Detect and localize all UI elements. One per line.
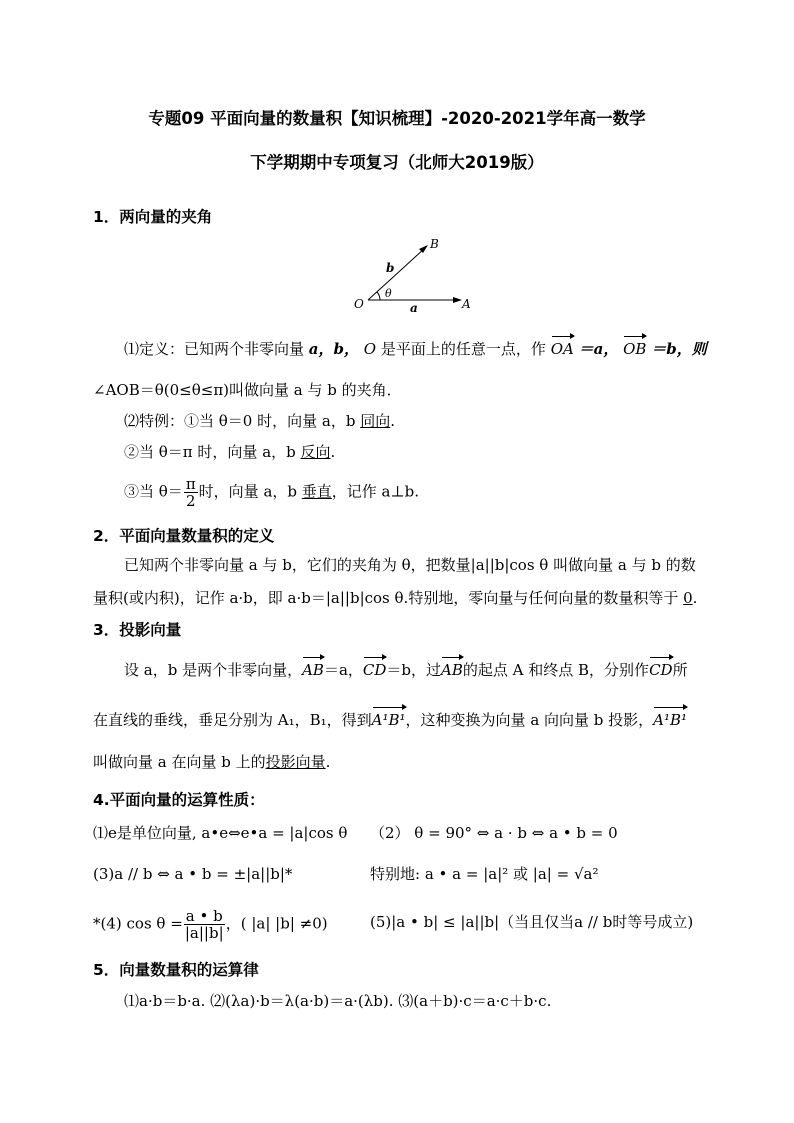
- special-case-3-text: ③当 θ＝: [124, 482, 183, 501]
- def-eq-b: ＝b，则: [651, 340, 707, 358]
- fraction-denominator: 2: [185, 492, 196, 510]
- proj-text-6: 在直线的垂线，垂足分别为 A₁，B₁，得到: [93, 711, 372, 729]
- section-heading-5: 5．向量数量积的运算律: [93, 961, 259, 979]
- vector-ob-symbol: OB: [623, 340, 647, 358]
- special-case-2: ②当 θ＝π 时，向量 a，b 反向.: [124, 443, 336, 461]
- property-3: (3)a // b ⇔ a • b = ±|a||b|*: [93, 865, 293, 883]
- proj-text-8: 叫做向量 a 在向量 b 上的: [93, 753, 266, 771]
- def-text-2: 是平面上的任意一点，作: [380, 340, 546, 358]
- property-2: （2） θ = 90° ⇔ a · b ⇔ a • b = 0: [370, 824, 618, 842]
- special-case-1-key: 同向: [360, 412, 391, 430]
- vector-cd-symbol-2: CD: [649, 661, 673, 679]
- property-3-special: 特别地: a • a = |a|² 或 |a| = √a²: [370, 865, 599, 883]
- projection-line2: [93, 710, 687, 730]
- vector-oa-arrowhead: [453, 297, 462, 303]
- label-A: A: [462, 297, 471, 311]
- proj-text-4: 的起点 A 和终点 B，分别作: [462, 661, 650, 679]
- label-B: B: [430, 237, 439, 251]
- cos-formula-condition: ，( |a| |b| ≠0): [225, 914, 328, 933]
- proj-text-3: ＝b，过: [386, 661, 442, 679]
- section-heading-4: 4.平面向量的运算性质：: [93, 791, 265, 809]
- angle-arc: [377, 292, 380, 300]
- vector-oa-symbol: OA: [550, 340, 574, 358]
- special-case-3-key: 垂直: [301, 482, 332, 501]
- def-text-1: ⑴定义：已知两个非零向量: [124, 340, 305, 358]
- vector-ab-symbol: AB: [302, 661, 324, 679]
- dot-def-end: .: [692, 589, 698, 607]
- label-O: O: [354, 297, 364, 311]
- def-eq-a: ＝a，: [578, 340, 619, 358]
- section-heading-1: 1．两向量的夹角: [93, 208, 213, 226]
- operation-laws: ⑴a·b＝b·a. ⑵(λa)·b＝λ(a·b)＝a·(λb). ⑶(a＋b)·c＝a·c＋b·c.: [124, 992, 552, 1010]
- dot-def-text: 量积(或内积)，记作 a·b，即 a·b＝|a||b|cos θ.特别地，零向量与任何向量的数量积等于: [93, 589, 684, 607]
- property-5: (5)|a • b| ≤ |a||b|（当且仅当a // b时等号成立): [370, 913, 694, 931]
- property-1: ⑴e是单位向量, a•e⇔e•a = |a|cos θ: [93, 824, 348, 842]
- section-heading-3: 3．投影向量: [93, 621, 182, 639]
- label-b: b: [386, 261, 395, 275]
- special-case-2-text: ②当 θ＝π 时，向量 a，b: [124, 443, 301, 461]
- special-case-3: [124, 476, 419, 509]
- special-case-3-end: ，记作 a⊥b.: [331, 482, 419, 501]
- vector-ob-line: [368, 248, 425, 300]
- proj-text-5: 所: [672, 661, 688, 679]
- projection-line1: [124, 660, 688, 680]
- pi-over-2-fraction: [184, 476, 198, 509]
- vector-a1b1-symbol-2: A¹B¹: [653, 711, 688, 729]
- proj-text-7: ，这种变换为向量 a 向向量 b 投影，: [405, 711, 654, 729]
- cos-formula-prefix: *(4) cos θ =: [93, 914, 183, 933]
- proj-text-9: .: [325, 753, 331, 771]
- dot-product-def-line2: [93, 588, 697, 608]
- definition-line2: ∠AOB＝θ(0≤θ≤π)叫做向量 a 与 b 的夹角．: [93, 381, 402, 399]
- proj-text-1: 设 a，b 是两个非零向量，: [124, 661, 303, 679]
- special-case-2-key: 反向: [300, 443, 331, 461]
- property-4: [93, 908, 328, 941]
- label-theta: θ: [385, 287, 392, 300]
- vector-a1b1-symbol: A¹B¹: [371, 711, 406, 729]
- doc-title-line2: 下学期期中专项复习（北师大2019版）: [250, 153, 544, 172]
- cos-fraction-numerator: a • b: [185, 907, 223, 925]
- special-case-3-mid: 时，向量 a，b: [198, 482, 302, 501]
- special-case-1-text: ⑵特例：①当 θ＝0 时，向量 a，b: [124, 412, 361, 430]
- section-heading-2: 2．平面向量数量积的定义: [93, 527, 275, 545]
- label-a: a: [410, 301, 418, 315]
- special-case-1: ⑵特例：①当 θ＝0 时，向量 a，b 同向.: [124, 412, 395, 430]
- doc-title-line1: 专题09 平面向量的数量积【知识梳理】-2020-2021学年高一数学: [148, 109, 646, 128]
- projection-line3: [93, 752, 330, 772]
- dot-product-def-line1: 已知两个非零向量 a 与 b，它们的夹角为 θ，把数量|a||b|cos θ 叫做向量 a 与 b 的数: [124, 556, 696, 574]
- def-vectors-ab: a，b，: [308, 340, 360, 358]
- def-point-o: O: [363, 340, 377, 358]
- angle-figure: [350, 232, 480, 317]
- projection-vector-term: 投影向量: [265, 753, 326, 771]
- cos-fraction: [184, 908, 225, 941]
- proj-text-2: ＝a，: [323, 661, 363, 679]
- definition-line1: [124, 339, 707, 359]
- dot-def-zero: 0: [683, 589, 693, 607]
- vector-ab-symbol-2: AB: [441, 661, 463, 679]
- fraction-numerator: π: [185, 475, 196, 493]
- vector-cd-symbol: CD: [362, 661, 387, 679]
- cos-fraction-denominator: |a||b|: [184, 924, 224, 942]
